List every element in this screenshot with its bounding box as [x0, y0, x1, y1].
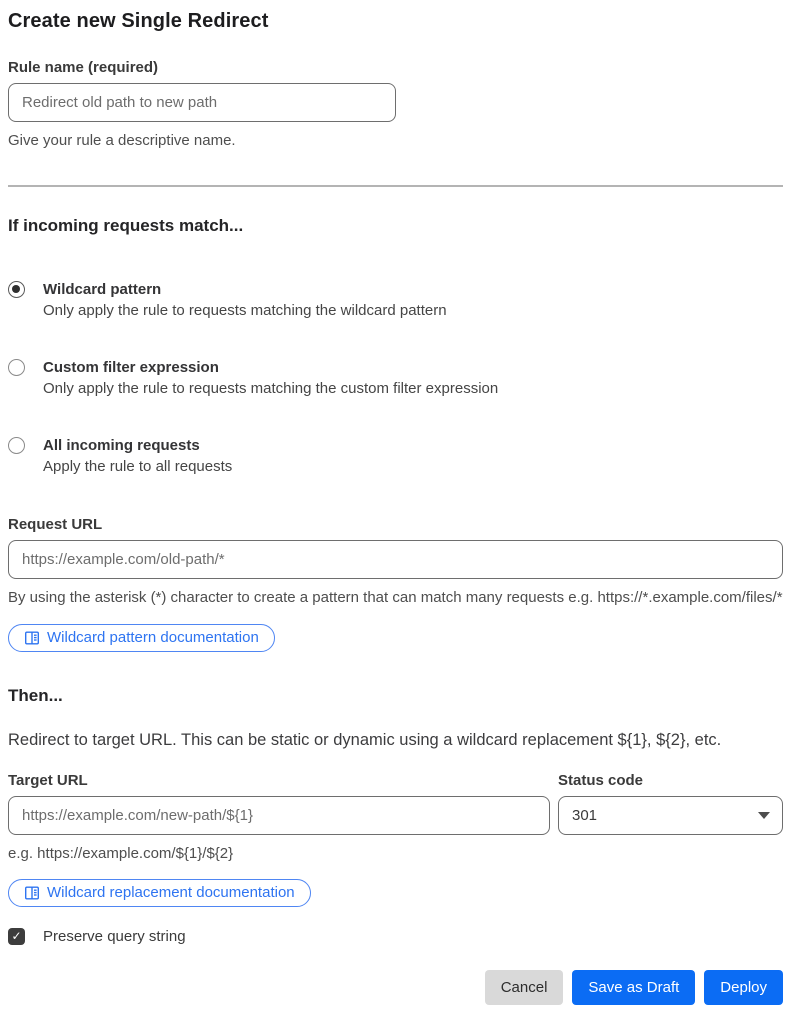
status-code-label: Status code — [558, 771, 644, 789]
rule-name-label: Rule name (required) — [8, 59, 159, 76]
chevron-down-icon — [758, 812, 770, 819]
status-code-select[interactable] — [558, 796, 783, 835]
rule-name-helper: Give your rule a descriptive name. — [8, 132, 236, 149]
then-description: Redirect to target URL. This can be static or dynamic using a wildcard replacement ${1}, ${2}, etc. — [8, 730, 722, 749]
preserve-query-checkbox[interactable] — [8, 928, 25, 945]
doc-button-label: Wildcard replacement documentation — [47, 884, 295, 902]
status-code-value: 301 — [572, 806, 598, 824]
radio-option-description: Apply the rule to all requests — [43, 458, 233, 476]
request-url-label: Request URL — [8, 516, 103, 534]
target-url-helper: e.g. https://example.com/${1}/${2} — [8, 844, 234, 862]
radio-option-label: All incoming requests — [43, 437, 200, 455]
preserve-query-label: Preserve query string — [43, 927, 186, 945]
target-url-input[interactable] — [8, 796, 550, 835]
radio-button-icon[interactable] — [8, 281, 25, 298]
target-url-label: Target URL — [8, 771, 88, 789]
wildcard-replacement-doc-button[interactable] — [8, 879, 311, 907]
book-icon — [24, 630, 40, 646]
radio-button-icon[interactable] — [8, 359, 25, 376]
radio-option-custom-filter[interactable] — [8, 359, 783, 397]
doc-button-label: Wildcard pattern documentation — [47, 629, 259, 646]
radio-option-description: Only apply the rule to requests matching the wildcard pattern — [43, 302, 447, 320]
cancel-button[interactable]: Cancel — [485, 970, 564, 1005]
request-url-input[interactable] — [8, 540, 783, 579]
request-url-helper: By using the asterisk (*) character to create a pattern that can match many requests e.g. https://*.example.com/files/* — [8, 589, 783, 607]
section-divider — [8, 185, 783, 187]
then-section-heading: Then... — [8, 685, 63, 705]
radio-option-label: Custom filter expression — [43, 359, 219, 377]
radio-option-all-requests[interactable] — [8, 437, 783, 475]
checkmark-icon: ✓ — [11, 929, 22, 944]
radio-option-description: Only apply the rule to requests matching the custom filter expression — [43, 380, 499, 398]
wildcard-pattern-doc-button[interactable] — [8, 624, 275, 652]
page-title: Create new Single Redirect — [8, 10, 269, 32]
footer-actions — [8, 970, 783, 1005]
save-draft-button[interactable]: Save as Draft — [572, 970, 695, 1005]
radio-option-wildcard-pattern[interactable] — [8, 281, 783, 319]
deploy-button[interactable]: Deploy — [704, 970, 783, 1005]
preserve-query-row — [8, 928, 783, 945]
match-section-heading: If incoming requests match... — [8, 216, 244, 236]
radio-option-label: Wildcard pattern — [43, 281, 162, 299]
radio-button-icon[interactable] — [8, 437, 25, 454]
rule-name-input[interactable] — [8, 83, 396, 122]
book-icon — [24, 885, 40, 901]
